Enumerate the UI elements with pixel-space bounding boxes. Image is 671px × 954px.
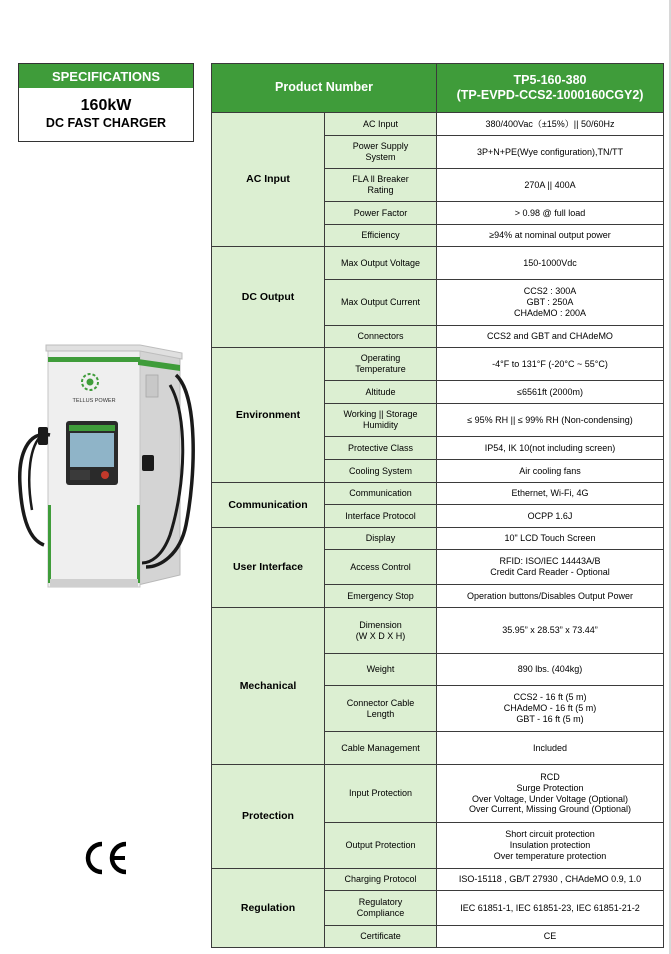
spec-label: Communication (325, 483, 437, 505)
left-charging-cable (20, 434, 50, 545)
model-number: TP5-160-380 (513, 72, 587, 87)
spec-label: Max Output Voltage (325, 247, 437, 280)
spec-value: CE (437, 926, 664, 948)
section-communication: Communication (212, 483, 325, 528)
spec-label: Cable Management (325, 732, 437, 765)
spec-label: Protective Class (325, 437, 437, 460)
spec-label: Connectors (325, 326, 437, 348)
spec-value-line: RFID: ISO/IEC 14443A/B (499, 556, 601, 567)
spec-value: Operation buttons/Disables Output Power (437, 585, 664, 608)
spec-value (437, 765, 664, 823)
spec-label-line: (W X D X H) (355, 630, 406, 641)
spec-label: Weight (325, 654, 437, 686)
section-mechanical: Mechanical (212, 608, 325, 765)
spec-label-line: Connector Cable (346, 697, 415, 708)
charger-image (10, 335, 210, 595)
spec-value: CCS2 and GBT and CHAdeMO (437, 326, 664, 348)
power-rating: 160kW (80, 97, 132, 114)
spec-value-line: Short circuit protection (505, 829, 595, 840)
spec-value (437, 686, 664, 732)
specifications-heading: SPECIFICATIONS (19, 64, 193, 88)
spec-value-line: RCD (540, 771, 560, 782)
spec-value-line: Insulation protection (509, 840, 591, 851)
spec-label-line: Length (366, 708, 395, 719)
spec-table (211, 63, 664, 948)
spec-value: 890 lbs. (404kg) (437, 654, 664, 686)
product-number-label: Product Number (212, 64, 437, 113)
spec-value: 380/400Vac（±15%）|| 50/60Hz (437, 113, 664, 136)
ce-mark-icon (84, 840, 130, 876)
spec-value (437, 550, 664, 585)
spec-value-line: Over temperature protection (493, 850, 607, 861)
spec-label-line: Rating (367, 185, 394, 195)
spec-label-line: Humidity (362, 420, 398, 430)
spec-value: IP54, IK 10(not including screen) (437, 437, 664, 460)
spec-value-line: CHAdeMO : 200A (513, 307, 587, 318)
spec-label: Power Factor (325, 202, 437, 225)
spec-label (325, 169, 437, 202)
spec-label (325, 608, 437, 654)
spec-label-line: Compliance (356, 908, 405, 918)
spec-value: 35.95” x 28.53” x 73.44” (437, 608, 664, 654)
spec-label-line: Operating (360, 353, 401, 364)
spec-value (437, 280, 664, 326)
spec-label (325, 891, 437, 926)
spec-value: 3P+N+PE(Wye configuration),TN/TT (437, 136, 664, 169)
spec-value-line: Over Current, Missing Ground (Optional) (468, 804, 632, 815)
charger-type: DC FAST CHARGER (45, 116, 167, 130)
section-user-interface: User Interface (212, 528, 325, 608)
spec-label: Charging Protocol (325, 869, 437, 891)
spec-value-line: GBT : 250A (526, 297, 574, 308)
spec-value: 270A || 400A (437, 169, 664, 202)
spec-label (325, 348, 437, 381)
spec-value-line: CCS2 - 16 ft (5 m) (513, 692, 587, 703)
spec-value: Ethernet, Wi-Fi, 4G (437, 483, 664, 505)
spec-label-line: System (365, 152, 396, 162)
product-number-value (437, 64, 664, 113)
spec-label-line: FLA ll Breaker (352, 174, 409, 185)
spec-value-line: Credit Card Reader - Optional (490, 567, 610, 577)
section-environment: Environment (212, 348, 325, 483)
right-connector-icon (142, 455, 154, 471)
spec-value: ISO-15118 , GB/T 27930 , CHAdeMO 0.9, 1.0 (437, 869, 664, 891)
section-regulation: Regulation (212, 869, 325, 948)
spec-value-line: Over Voltage, Under Voltage (Optional) (471, 793, 629, 804)
spec-value: IEC 61851-1, IEC 61851-23, IEC 61851-21-2 (437, 891, 664, 926)
spec-label: AC Input (325, 113, 437, 136)
spec-label-line: Power Supply (352, 141, 409, 152)
spec-label: Certificate (325, 926, 437, 948)
spec-value: ≤6561ft (2000m) (437, 381, 664, 404)
spec-value: 150-1000Vdc (437, 247, 664, 280)
spec-value: OCPP 1.6J (437, 505, 664, 528)
spec-value-line: CHAdeMO - 16 ft (5 m) (503, 703, 597, 714)
spec-label: Efficiency (325, 225, 437, 247)
spec-value (437, 823, 664, 869)
spec-label: Interface Protocol (325, 505, 437, 528)
spec-value: > 0.98 @ full load (437, 202, 664, 225)
spec-label (325, 404, 437, 437)
specifications-box (18, 63, 194, 142)
spec-value: 10" LCD Touch Screen (437, 528, 664, 550)
section-dc-output: DC Output (212, 247, 325, 348)
spec-value: -4°F to 131°F (-20°C ~ 55°C) (437, 348, 664, 381)
spec-value-line: CCS2 : 300A (523, 286, 577, 297)
spec-label: Display (325, 528, 437, 550)
spec-label (325, 686, 437, 732)
spec-label-line: Temperature (355, 364, 406, 374)
table-header-row (212, 64, 664, 113)
touch-screen (70, 433, 114, 467)
spec-label-line: Regulatory (358, 897, 403, 908)
emergency-stop-icon (101, 471, 109, 479)
brand-logo: TELLUS POWER (72, 398, 116, 404)
spec-value: Air cooling fans (437, 460, 664, 483)
spec-label: Access Control (325, 550, 437, 585)
model-code: (TP-EVPD-CCS2-1000160CGY2) (456, 88, 644, 102)
spec-label (325, 136, 437, 169)
spec-label-line: Dimension (359, 619, 402, 630)
spec-label: Altitude (325, 381, 437, 404)
spec-value: ≥94% at nominal output power (437, 225, 664, 247)
spec-label: Cooling System (325, 460, 437, 483)
spec-label: Emergency Stop (325, 585, 437, 608)
spec-label-line: Working || Storage (343, 409, 418, 420)
section-ac-input: AC Input (212, 113, 325, 247)
spec-label: Output Protection (325, 823, 437, 869)
spec-value: ≤ 95% RH || ≤ 99% RH (Non-condensing) (437, 404, 664, 437)
spec-label: Input Protection (325, 765, 437, 823)
section-protection: Protection (212, 765, 325, 869)
spec-value: Included (437, 732, 664, 765)
spec-value-line: GBT - 16 ft (5 m) (516, 713, 584, 724)
spec-value-line: Surge Protection (516, 782, 584, 793)
spec-label: Max Output Current (325, 280, 437, 326)
